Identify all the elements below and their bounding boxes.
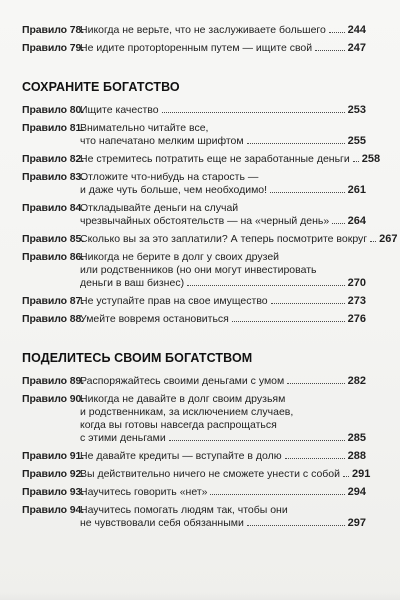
rule-title-text: не чувствовали себя обязанными [80, 517, 244, 529]
rule-number: Правило 79. [22, 42, 85, 54]
rule-title-line [80, 202, 366, 215]
rule-title-line [80, 135, 366, 148]
dot-leader [270, 192, 345, 193]
rule-title-text: Умейте вовремя остановиться [80, 313, 229, 325]
rule-title-text: Откладывайте деньги на случай [80, 202, 239, 214]
rule-title-text: Вы действительно ничего не сможете унести с собой [80, 468, 340, 480]
rule-title-line [80, 375, 366, 388]
rule-title-line [80, 104, 366, 117]
rule-title-text: Не стремитесь потратить еще не заработанные деньги [80, 153, 350, 165]
dot-leader [187, 285, 345, 286]
dot-leader [247, 143, 345, 144]
dot-leader [162, 112, 345, 113]
dot-leader [315, 50, 345, 51]
dot-leader [247, 525, 345, 526]
rule-title-text: Не идите протоptoренным путем — ищите свой [80, 42, 313, 54]
rule-title-line [80, 233, 398, 246]
rule-title-text: что напечатано мелким шрифтом [80, 135, 244, 147]
rule-number: Правило 88. [22, 313, 85, 325]
rule-title-text: с этими деньгами [80, 432, 166, 444]
rule-title-text: Научитесь помогать людям так, чтобы они [80, 504, 288, 516]
rule-title [80, 233, 398, 246]
rule-title-text: Никогда не верьте, что не заслуживаете большего [80, 24, 326, 36]
rule-number: Правило 87. [22, 295, 85, 307]
dot-leader [271, 303, 345, 304]
rule-title [80, 295, 366, 308]
page-number: 291 [352, 468, 371, 480]
rule-title-line [80, 406, 366, 419]
rule-number: Правило 80. [22, 104, 85, 116]
rule-title-line [80, 42, 366, 55]
rule-title-text: Отложите что-нибудь на старость — [80, 171, 259, 183]
rule-title-line [80, 184, 366, 197]
rule-title-text: Внимательно читайте все, [80, 122, 209, 134]
rule-title [80, 450, 366, 463]
rule-number: Правило 83. [22, 171, 85, 183]
rule-title [80, 375, 366, 388]
rule-title-line [80, 251, 366, 264]
rule-number: Правило 91. [22, 450, 85, 462]
rule-title-text: Никогда не берите в долг у своих друзей [80, 251, 280, 263]
rule-title-text: Не давайте кредиты — вступайте в долю [80, 450, 282, 462]
page-number: 247 [347, 42, 366, 54]
dot-leader [210, 494, 344, 495]
page-number: 285 [347, 432, 366, 444]
page-number: 244 [347, 24, 366, 36]
rule-title-text: деньги в ваш бизнес) [80, 277, 185, 289]
page-bottom-edge [0, 592, 400, 600]
page-number: 294 [347, 486, 366, 498]
rule-title-line [80, 264, 366, 277]
page-number: 264 [347, 215, 366, 227]
dot-leader [287, 383, 344, 384]
rule-title-text: и даже чуть больше, чем необходимо! [80, 184, 268, 196]
rule-number: Правило 85. [22, 233, 85, 245]
rule-title-line [80, 393, 366, 406]
rule-title-line [80, 432, 366, 445]
dot-leader [329, 32, 345, 33]
page-number: 282 [347, 375, 366, 387]
rule-title-line [80, 153, 381, 166]
rule-number: Правило 84. [22, 202, 85, 214]
rule-title-line [80, 24, 366, 37]
rule-title-text: Ищите качество [80, 104, 159, 116]
rule-title-text: Распоряжайтесь своими деньгами с умом [80, 375, 285, 387]
rule-title-line [80, 277, 366, 290]
rule-title-text: чрезвычайных обстоятельств — на «черный день» [80, 215, 330, 227]
rule-title [80, 171, 366, 197]
dot-leader [353, 161, 359, 162]
rule-title-line [80, 171, 366, 184]
rule-title-text: Не уступайте прав на свое имущество [80, 295, 268, 307]
rule-title-line [80, 504, 366, 517]
rule-title-text: когда вы готовы навсегда распрощаться [80, 419, 277, 431]
section-title: СОХРАНИТЕ БОГАТСТВО [22, 80, 180, 94]
page-number: 267 [379, 233, 398, 245]
rule-title [80, 393, 366, 445]
rule-number: Правило 89. [22, 375, 85, 387]
section-title: ПОДЕЛИТЕСЬ СВОИМ БОГАТСТВОМ [22, 351, 253, 365]
dot-leader [285, 458, 345, 459]
rule-number: Правило 94. [22, 504, 85, 516]
rule-title [80, 153, 381, 166]
rule-title-text: и родственникам, за исключением случаев, [80, 406, 294, 418]
dot-leader [169, 440, 345, 441]
rule-title [80, 468, 371, 481]
page-number: 253 [347, 104, 366, 116]
rule-number: Правило 78. [22, 24, 85, 36]
rule-title-line [80, 313, 366, 326]
rule-number: Правило 93. [22, 486, 85, 498]
rule-title [80, 24, 366, 37]
page-number: 288 [347, 450, 366, 462]
dot-leader [370, 241, 376, 242]
rule-title [80, 504, 366, 530]
rule-title-text: Никогда не давайте в долг своим друзьям [80, 393, 286, 405]
rule-number: Правило 86. [22, 251, 85, 263]
rule-title [80, 486, 366, 499]
rule-title [80, 313, 366, 326]
rule-title-text: Научитесь говорить «нет» [80, 486, 208, 498]
rule-title-line [80, 486, 366, 499]
rule-title-line [80, 468, 371, 481]
page-number: 261 [347, 184, 366, 196]
rule-title-line [80, 215, 366, 228]
dot-leader [232, 321, 345, 322]
rule-title-text: или родственников (но они могут инвестировать [80, 264, 317, 276]
page-number: 270 [347, 277, 366, 289]
rule-title [80, 42, 366, 55]
rule-title [80, 122, 366, 148]
rule-title [80, 202, 366, 228]
rule-title-text: Сколько вы за это заплатили? А теперь посмотрите вокруг [80, 233, 368, 245]
dot-leader [332, 223, 344, 224]
page-number: 297 [347, 517, 366, 529]
rule-number: Правило 81. [22, 122, 85, 134]
rule-title [80, 251, 366, 290]
rule-number: Правило 90. [22, 393, 85, 405]
rule-number: Правило 92. [22, 468, 85, 480]
page-number: 255 [347, 135, 366, 147]
page-number: 258 [361, 153, 381, 165]
page-number: 273 [347, 295, 366, 307]
dot-leader [343, 476, 349, 477]
rule-title-line [80, 295, 366, 308]
rule-number: Правило 82. [22, 153, 85, 165]
rule-title-line [80, 517, 366, 530]
rule-title-line [80, 450, 366, 463]
rule-title-line [80, 122, 366, 135]
page-number: 276 [347, 313, 366, 325]
rule-title-line [80, 419, 366, 432]
rule-title [80, 104, 366, 117]
